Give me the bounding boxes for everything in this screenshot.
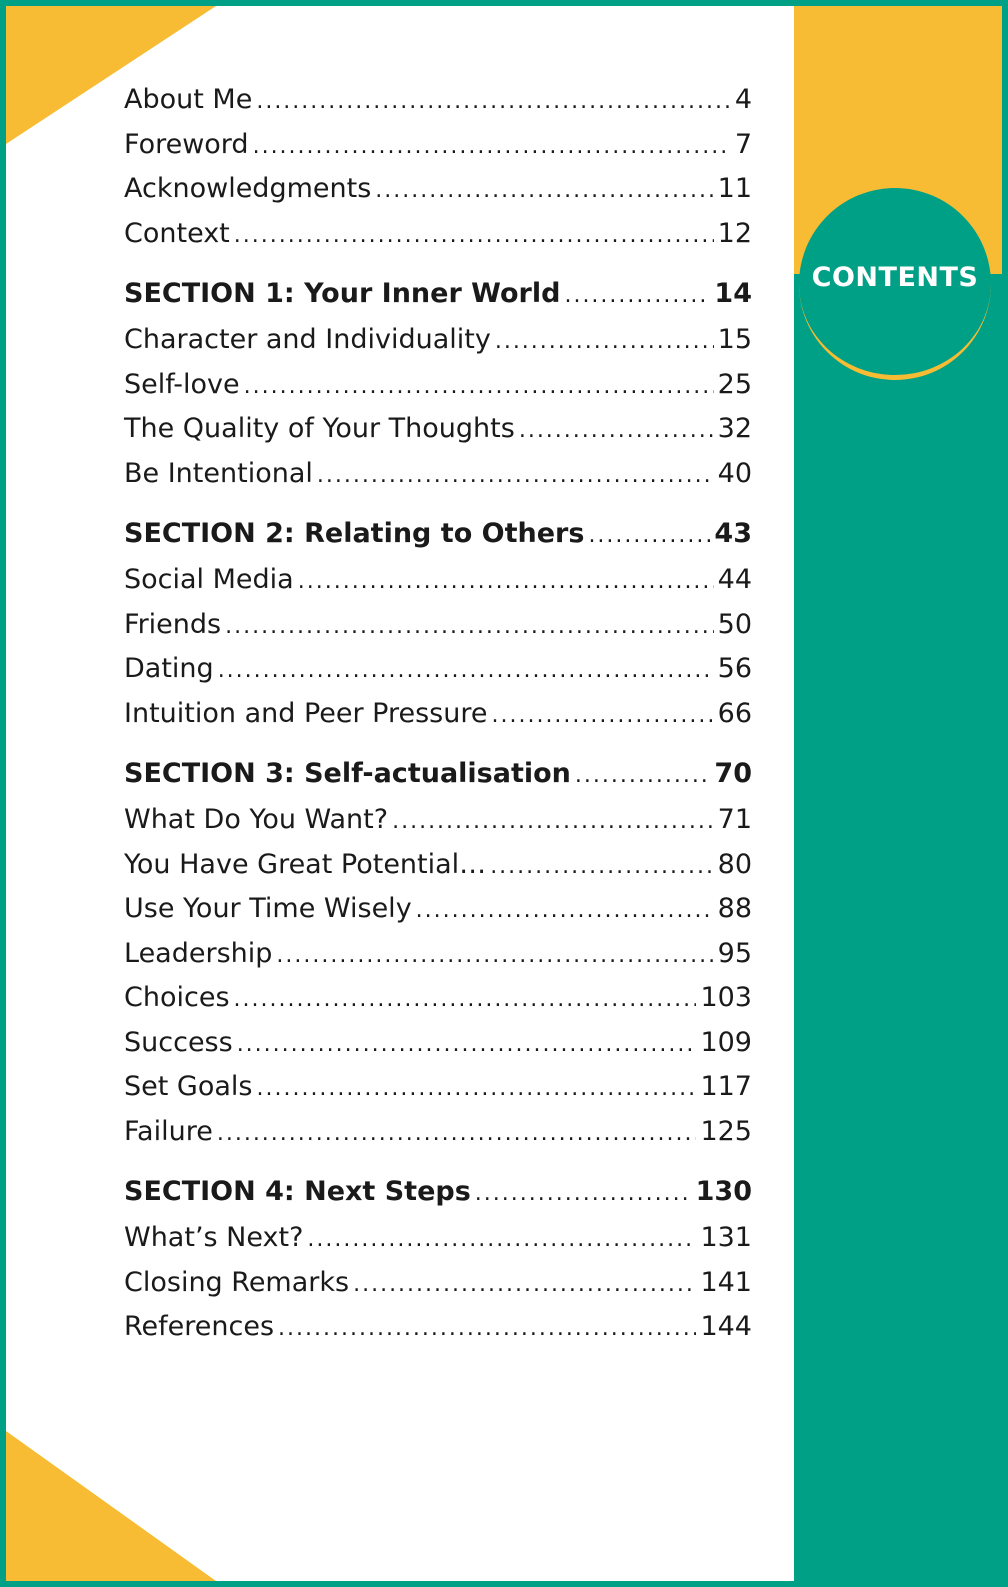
toc-entry-title: Friends bbox=[124, 608, 222, 640]
toc-entry-title: Acknowledgments bbox=[124, 173, 372, 204]
toc-entry-title: Be Intentional bbox=[124, 457, 313, 489]
toc-entry-page-number: 25 bbox=[717, 368, 752, 400]
toc-entry[interactable] bbox=[124, 647, 752, 692]
toc-entry-page-number: 15 bbox=[717, 324, 752, 355]
dot-leader bbox=[575, 754, 711, 798]
toc-entry-title: You Have Great Potential… bbox=[124, 848, 487, 880]
toc-entry-title: SECTION 3: Self-actualisation bbox=[124, 758, 571, 789]
bottom-left-corner-decoration bbox=[6, 1431, 216, 1581]
toc-entry[interactable] bbox=[124, 798, 752, 843]
dot-leader bbox=[276, 934, 713, 978]
toc-entry[interactable] bbox=[124, 1110, 752, 1155]
contents-badge bbox=[799, 188, 991, 380]
toc-section-entry[interactable] bbox=[124, 272, 752, 318]
toc-entry-page-number: 117 bbox=[700, 1071, 752, 1102]
toc-entry[interactable] bbox=[124, 452, 752, 497]
dot-leader bbox=[234, 214, 714, 258]
dot-leader bbox=[375, 169, 713, 213]
toc-entry-page-number: 56 bbox=[717, 653, 752, 684]
toc-entry-page-number: 12 bbox=[717, 217, 752, 249]
toc-entry-title: SECTION 1: Your Inner World bbox=[124, 278, 561, 309]
toc-entry-title: Choices bbox=[124, 982, 230, 1013]
toc-entry[interactable] bbox=[124, 692, 752, 737]
dot-leader bbox=[278, 1307, 696, 1351]
toc-entry[interactable] bbox=[124, 887, 752, 932]
toc-entry[interactable] bbox=[124, 1021, 752, 1066]
dot-leader bbox=[353, 1263, 696, 1307]
toc-entry[interactable] bbox=[124, 1305, 752, 1350]
toc-entry[interactable] bbox=[124, 318, 752, 363]
toc-entry-page-number: 71 bbox=[717, 804, 752, 835]
toc-entry-title: References bbox=[124, 1311, 275, 1342]
dot-leader bbox=[564, 274, 710, 318]
toc-entry-page-number: 66 bbox=[717, 697, 752, 729]
dot-leader bbox=[416, 889, 714, 933]
toc-entry-title: Context bbox=[124, 217, 230, 249]
contents-heading: CONTENTS bbox=[811, 262, 979, 293]
dot-leader bbox=[218, 649, 714, 693]
toc-entry-page-number: 131 bbox=[700, 1222, 752, 1253]
toc-entry[interactable] bbox=[124, 932, 752, 977]
dot-leader bbox=[317, 454, 714, 498]
dot-leader bbox=[244, 365, 714, 409]
toc-entry-title: The Quality of Your Thoughts bbox=[124, 413, 515, 444]
dot-leader bbox=[588, 514, 710, 558]
toc-entry[interactable] bbox=[124, 558, 752, 603]
dot-leader bbox=[256, 1067, 696, 1111]
toc-entry-page-number: 80 bbox=[717, 848, 752, 880]
toc-entry[interactable] bbox=[124, 363, 752, 408]
toc-entry-title: Leadership bbox=[124, 937, 273, 969]
toc-entry-title: What Do You Want? bbox=[124, 804, 389, 835]
toc-entry-title: About Me bbox=[124, 84, 253, 115]
toc-entry-page-number: 95 bbox=[717, 937, 752, 969]
dot-leader bbox=[237, 1023, 697, 1067]
dot-leader bbox=[307, 1218, 696, 1262]
dot-leader bbox=[491, 694, 713, 738]
toc-entry[interactable] bbox=[124, 1261, 752, 1306]
toc-entry[interactable] bbox=[124, 167, 752, 212]
toc-entry-page-number: 50 bbox=[717, 608, 752, 640]
toc-entry-title: SECTION 2: Relating to Others bbox=[124, 518, 585, 549]
toc-entry-page-number: 11 bbox=[717, 173, 752, 204]
toc-entry-title: Foreword bbox=[124, 128, 249, 160]
toc-entry-title: Social Media bbox=[124, 564, 294, 595]
toc-entry-title: Failure bbox=[124, 1115, 213, 1147]
toc-section-entry[interactable] bbox=[124, 1170, 752, 1216]
toc-entry-page-number: 70 bbox=[714, 758, 752, 789]
toc-entry[interactable] bbox=[124, 843, 752, 888]
toc-entry-page-number: 88 bbox=[717, 893, 752, 924]
toc-entry[interactable] bbox=[124, 1065, 752, 1110]
toc-entry-title: Use Your Time Wisely bbox=[124, 893, 412, 924]
toc-entry-title: What’s Next? bbox=[124, 1222, 304, 1253]
dot-leader bbox=[253, 125, 731, 169]
toc-entry-page-number: 44 bbox=[717, 564, 752, 595]
toc-entry-page-number: 4 bbox=[734, 84, 752, 115]
dot-leader bbox=[225, 605, 714, 649]
toc-entry-title: Success bbox=[124, 1026, 233, 1058]
toc-entry-page-number: 14 bbox=[714, 278, 752, 309]
toc-entry[interactable] bbox=[124, 78, 752, 123]
toc-entry-page-number: 144 bbox=[700, 1311, 752, 1342]
dot-leader bbox=[392, 800, 714, 844]
toc-entry-title: Intuition and Peer Pressure bbox=[124, 697, 488, 729]
toc-entry-title: Set Goals bbox=[124, 1071, 253, 1102]
dot-leader bbox=[234, 978, 697, 1022]
table-of-contents bbox=[124, 78, 752, 1350]
dot-leader bbox=[298, 560, 714, 604]
toc-entry-title: Closing Remarks bbox=[124, 1266, 350, 1298]
dot-leader bbox=[475, 1172, 692, 1216]
toc-entry[interactable] bbox=[124, 1216, 752, 1261]
toc-entry[interactable] bbox=[124, 407, 752, 452]
dot-leader bbox=[490, 845, 713, 889]
dot-leader bbox=[519, 409, 714, 453]
toc-entry-title: Self-love bbox=[124, 368, 240, 400]
toc-entry[interactable] bbox=[124, 212, 752, 257]
toc-entry[interactable] bbox=[124, 603, 752, 648]
dot-leader bbox=[256, 80, 730, 124]
toc-entry-page-number: 32 bbox=[717, 413, 752, 444]
toc-entry-page-number: 130 bbox=[695, 1176, 752, 1207]
toc-entry-page-number: 141 bbox=[700, 1266, 752, 1298]
toc-entry[interactable] bbox=[124, 976, 752, 1021]
toc-entry[interactable] bbox=[124, 123, 752, 168]
dot-leader bbox=[495, 320, 714, 364]
toc-section-entry[interactable] bbox=[124, 512, 752, 558]
toc-entry-title: Dating bbox=[124, 653, 214, 684]
toc-entry-page-number: 103 bbox=[700, 982, 752, 1013]
toc-entry-page-number: 7 bbox=[734, 128, 752, 160]
toc-entry-page-number: 40 bbox=[717, 457, 752, 489]
toc-entry-title: Character and Individuality bbox=[124, 324, 491, 355]
toc-section-entry[interactable] bbox=[124, 752, 752, 798]
toc-entry-page-number: 109 bbox=[700, 1026, 752, 1058]
toc-entry-title: SECTION 4: Next Steps bbox=[124, 1176, 471, 1207]
toc-entry-page-number: 125 bbox=[700, 1115, 752, 1147]
toc-entry-page-number: 43 bbox=[714, 518, 752, 549]
dot-leader bbox=[217, 1112, 697, 1156]
